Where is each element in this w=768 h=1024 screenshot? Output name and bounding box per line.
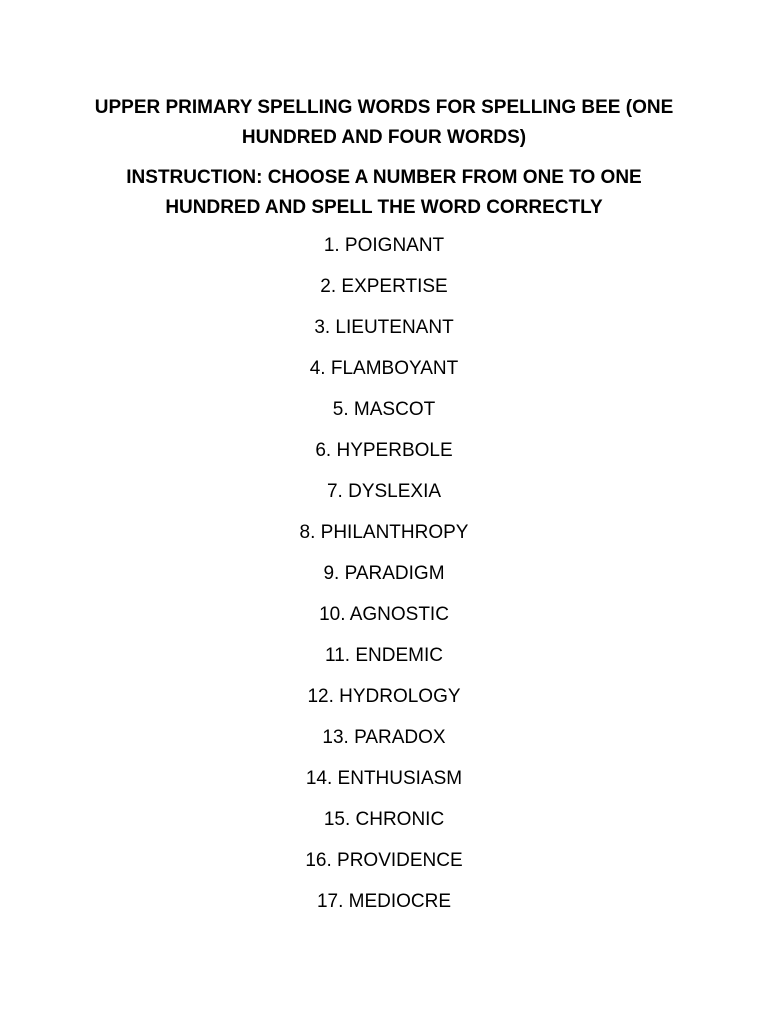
list-item: 12. HYDROLOGY: [307, 686, 461, 707]
spelling-word-list: [0, 225, 768, 922]
list-item: 16. PROVIDENCE: [305, 850, 463, 871]
list-item: 5. MASCOT: [332, 399, 436, 420]
list-item: 11. ENDEMIC: [325, 645, 443, 666]
list-item: 1. POIGNANT: [323, 235, 445, 256]
list-item: 9. PARADIGM: [323, 563, 445, 584]
list-item: 17. MEDIOCRE: [316, 891, 452, 912]
list-item: 4. FLAMBOYANT: [309, 358, 459, 379]
list-item: 7. DYSLEXIA: [326, 481, 442, 502]
list-item: 13. PARADOX: [322, 727, 446, 748]
document-title: UPPER PRIMARY SPELLING WORDS FOR SPELLING BEE (ONE HUNDRED AND FOUR WORDS): [94, 97, 674, 148]
list-item: 14. ENTHUSIASM: [305, 768, 463, 789]
list-item: 10. AGNOSTIC: [319, 604, 449, 625]
list-item: 2. EXPERTISE: [320, 276, 448, 297]
document-instruction: INSTRUCTION: CHOOSE A NUMBER FROM ONE TO ONE HUNDRED AND SPELL THE WORD CORRECTLY: [126, 167, 642, 218]
list-item: 6. HYPERBOLE: [315, 440, 453, 461]
list-item: 3. LIEUTENANT: [314, 317, 454, 338]
list-item: 8. PHILANTHROPY: [299, 522, 469, 543]
list-item: 15. CHRONIC: [323, 809, 445, 830]
